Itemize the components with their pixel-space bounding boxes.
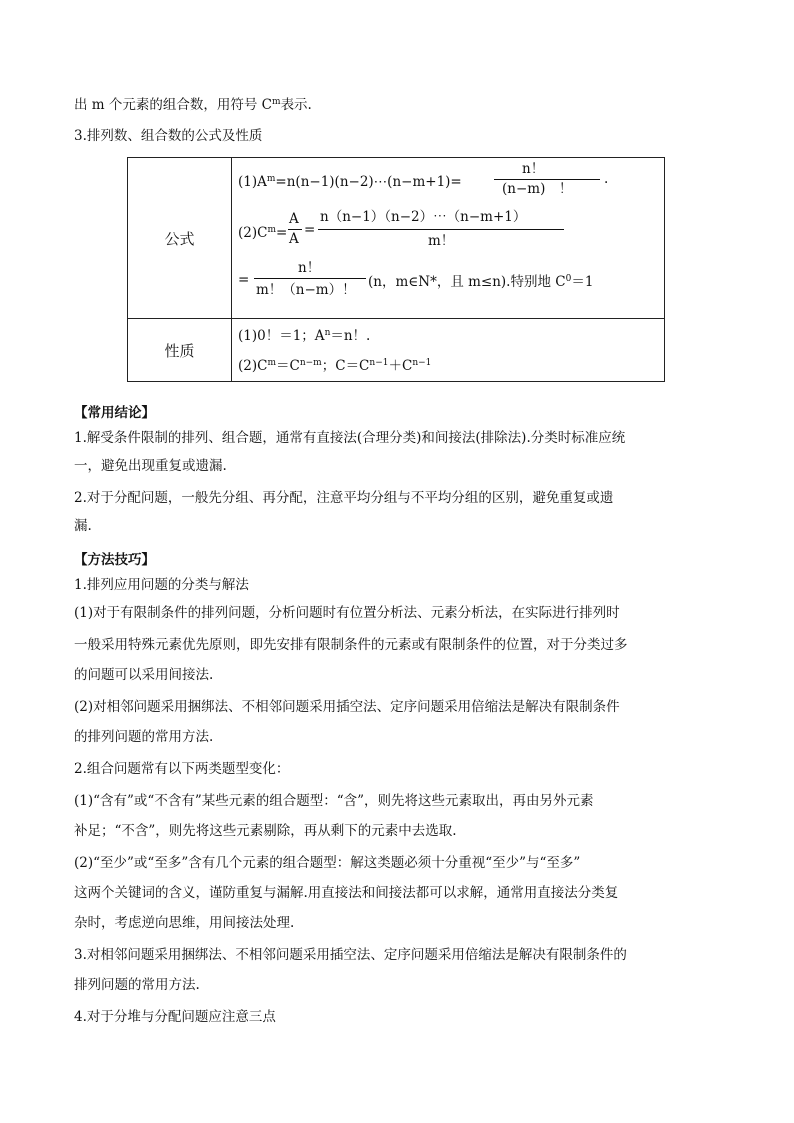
method-2-para-c: (2)“至少”或“至多”含有几个元素的组合题型：解这类题必须十分重视“至少”与“至多” <box>74 855 581 871</box>
f3-end: ＝1 <box>571 274 594 290</box>
conclusion-2-line-a: 2.对于分配问题，一般先分组、再分配，注意平均分组与不平均分组的区别，避免重复或遗 <box>74 490 614 506</box>
f3-sup: 0 <box>565 274 572 284</box>
method-2-para-d: 这两个关键词的含义，谨防重复与漏解.用直接法和间接法都可以求解，通常用直接法分类复 <box>74 885 619 901</box>
p1-text: (1)0！＝1；A <box>238 328 325 344</box>
formula-cell <box>232 158 665 319</box>
property-label: 性质 <box>128 319 232 382</box>
p2-d-sup: n−1 <box>369 358 389 368</box>
intro-text: 出 m 个元素的组合数，用符号 C <box>74 97 273 113</box>
section-3-heading: 3.排列数、组合数的公式及性质 <box>74 128 263 144</box>
f2-denominator: m！ <box>428 233 455 249</box>
f2-a-denominator: A <box>289 231 299 247</box>
f2-sup: m <box>267 225 276 235</box>
f1-denominator: (n−m) ！ <box>502 181 573 197</box>
f2-numerator: n（n−1）（n−2）⋯（n−m+1） <box>320 209 527 225</box>
formula-table <box>127 157 665 382</box>
formula-label: 公式 <box>128 158 232 319</box>
f3-tail <box>368 270 593 291</box>
f2-a-numerator: A <box>289 211 299 227</box>
f3-fraction-bar <box>254 278 366 279</box>
method-1-para-b: 一般采用特殊元素优先原则，即先安排有限制条件的元素或有限制条件的位置，对于分类过多 <box>74 637 628 653</box>
method-3-line-a: 3.对相邻问题采用捆绑法、不相邻问题采用插空法、定序问题采用倍缩法是解决有限制条件的 <box>74 947 627 963</box>
formula-combination <box>238 221 287 242</box>
method-4-title: 4.对于分堆与分配问题应注意三点 <box>74 1009 276 1025</box>
p1-end: ＝n！. <box>330 328 371 344</box>
method-1-para-c: 的问题可以采用间接法. <box>74 667 214 683</box>
method-1-para-a: (1)对于有限制条件的排列问题，分析问题时有位置分析法、元素分析法，在实际进行排列时 <box>74 605 620 621</box>
method-1-para-d: (2)对相邻问题采用捆绑法、不相邻问题采用插空法、定序问题采用倍缩法是解决有限制条件 <box>74 699 620 715</box>
f1-numerator: n！ <box>522 161 545 177</box>
property-1 <box>238 324 370 345</box>
method-2-para-a: (1)“含有”或“不含有”某些元素的组合题型：“含”，则先将这些元素取出，再由另外元素 <box>74 793 594 809</box>
f1-mid: =n(n−1)(n−2)⋯(n−m+1)= <box>275 174 462 190</box>
f2-eq2: = <box>304 222 316 238</box>
intro-tail: 表示. <box>280 97 312 113</box>
conclusion-1-line-a: 1.解受条件限制的排列、组合题，通常有直接法(合理分类)和间接法(排除法).分类时标准应统 <box>74 430 626 446</box>
f2-left: (2)C <box>238 225 268 241</box>
formula-permutation <box>238 170 462 191</box>
p2-e: ＋C <box>388 358 413 374</box>
method-2-para-b: 补足；“不含”，则先将这些元素剔除，再从剩下的元素中去选取. <box>74 823 457 839</box>
method-3-line-b: 排列问题的常用方法. <box>74 977 200 993</box>
p1-sup: n <box>324 328 331 338</box>
conclusion-1-line-b: 一，避免出现重复或遗漏. <box>74 458 227 474</box>
p2-d: ＝C <box>345 358 370 374</box>
method-1-title: 1.排列应用问题的分类与解法 <box>74 577 249 593</box>
p2-e-sup: n−1 <box>412 358 432 368</box>
f1-left: (1)A <box>238 174 267 190</box>
f3-denominator: m！（n−m）！ <box>256 282 356 298</box>
f3-tail-text: (n，m∈N*，且 m≤n).特别地 C <box>368 274 566 290</box>
f1-sup: m <box>266 174 276 184</box>
f1-end: . <box>604 171 609 187</box>
property-cell <box>232 319 665 382</box>
intro-line <box>74 92 724 115</box>
method-2-title: 2.组合问题常有以下两类题型变化： <box>74 761 290 777</box>
intro-sup: m <box>272 97 281 107</box>
p2-b: ＝C <box>276 358 300 374</box>
p2-a: (2)C <box>238 358 268 374</box>
f2-eq: = <box>276 225 288 241</box>
p2-b-sup: n−m <box>299 358 322 368</box>
methods-heading: 【方法技巧】 <box>74 552 155 568</box>
property-2 <box>238 354 431 375</box>
p2-a-sup: m <box>267 358 276 368</box>
method-1-para-e: 的排列问题的常用方法. <box>74 729 214 745</box>
method-2-para-e: 杂时，考虑逆向思维，用间接法处理. <box>74 915 295 931</box>
f3-numerator: n！ <box>298 260 321 276</box>
p2-c: ；C <box>321 358 346 374</box>
common-conclusions-heading: 【常用结论】 <box>74 405 155 421</box>
f2-fraction-bar <box>318 229 564 230</box>
conclusion-2-line-b: 漏. <box>74 518 92 534</box>
f3-eq: = <box>238 272 250 288</box>
